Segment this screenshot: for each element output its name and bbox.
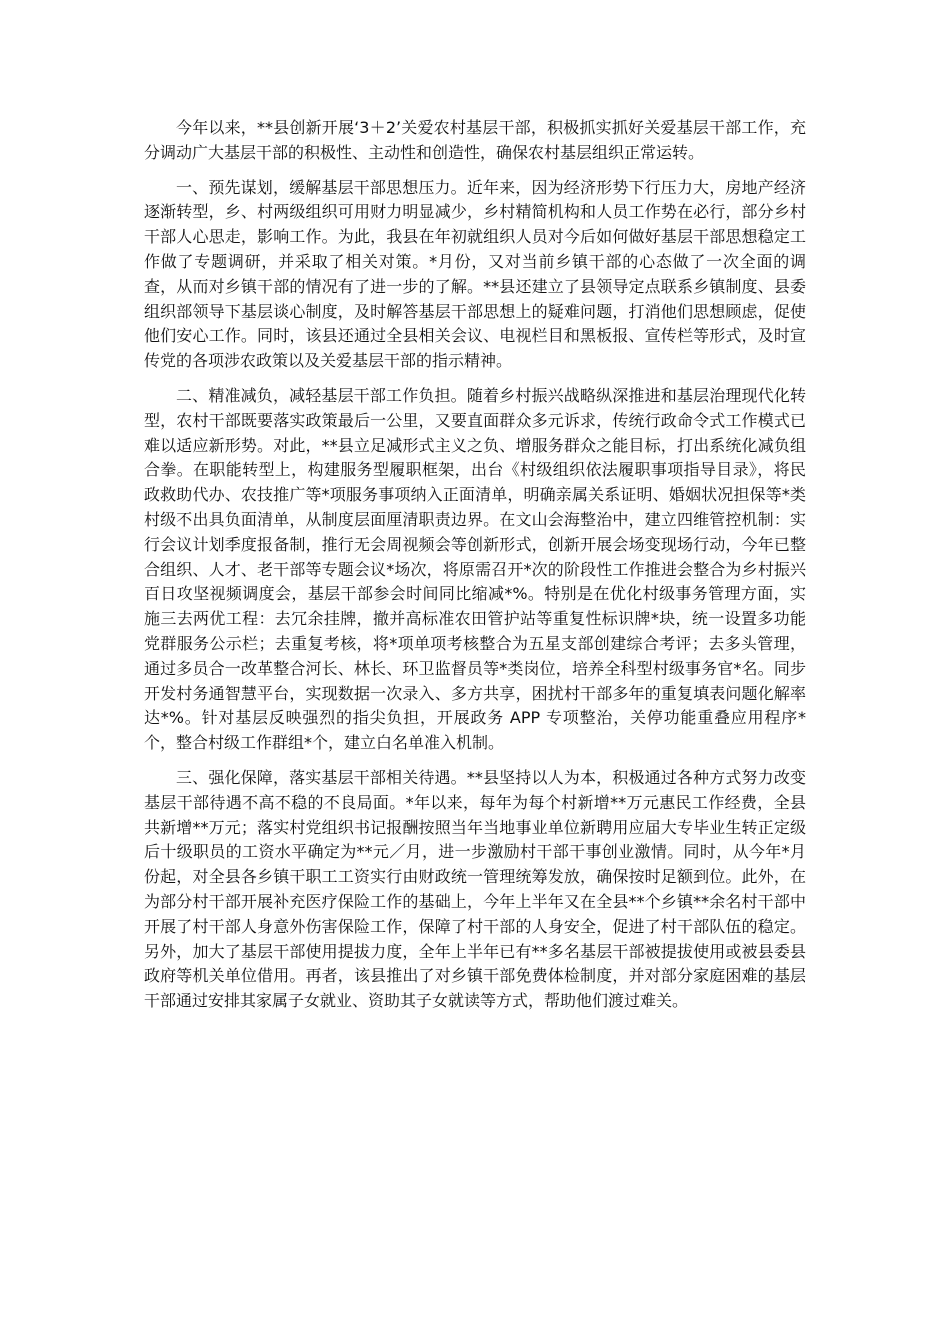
paragraph-section-three: 三、强化保障，落实基层干部相关待遇。**县坚持以人为本，积极通过各种方式努力改变基层干部待遇不高不稳的不良局面。*年以来，每年为每个村新增**万元惠民工作经费，全县共新增**万元；落实村党组织书记报酬按照当年当地事业单位新聘用应届大专毕业生转正定级后十级职员的工资水平确定为**元／月，进一步激励村干部干事创业激情。同时，从今年*月份起，对全县各乡镇干职工工资实行由财政统一管理统筹发放，确保按时足额到位。此外，在为部分村干部开展补充医疗保险工作的基础上，今年上半年又在全县**个乡镇**余名村干部中开展了村干部人身意外伤害保险工作，保障了村干部的人身安全，促进了村干部队伍的稳定。另外，加大了基层干部使用提拔力度，全年上半年已有**多名基层干部被提拔使用或被县委县政府等机关单位借用。再者，该县推出了对乡镇干部免费体检制度，并对部分家庭困难的基层干部通过安排其家属子女就业、资助其子女就读等方式，帮助他们渡过难关。 — [144, 767, 806, 1011]
paragraph-intro: 今年以来，**县创新开展‘3＋2’关爱农村基层干部，积极抓实抓好关爱基层干部工作，充分调动广大基层干部的积极性、主动性和创造性，确保农村基层组织正常运转。 — [144, 118, 806, 162]
paragraph-section-one: 一、预先谋划，缓解基层干部思想压力。近年来，因为经济形势下行压力大，房地产经济逐渐转型，乡、村两级组织可用财力明显减少，乡村精简机构和人员工作势在必行，部分乡村干部人心思走，影响工作。为此，我县在年初就组织人员对今后如何做好基层干部思想稳定工作做了专题调研，并采取了相关对策。*月份，又对当前乡镇干部的心态做了一次全面的调查，从而对乡镇干部的情况有了进一步的了解。**县还建立了县领导定点联系乡镇制度、县委组织部领导下基层谈心制度，及时解答基层干部思想上的疑难问题，打消他们思想顾虑，促使他们安心工作。同时，该县还通过全县相关会议、电视栏目和黑板报、宣传栏等形式，及时宣传党的各项涉农政策以及关爱基层干部的指示精神。 — [144, 177, 806, 371]
document-body — [144, 116, 806, 1024]
paragraph-section-two: 二、精准减负，减轻基层干部工作负担。随着乡村振兴战略纵深推进和基层治理现代化转型，农村干部既要落实政策最后一公里，又要直面群众多元诉求，传统行政命令式工作模式已难以适应新形势。对此，**县立足减形式主义之负、增服务群众之能目标，打出系统化减负组合拳。在职能转型上，构建服务型履职框架，出台《村级组织依法履职事项指导目录》，将民政救助代办、农技推广等*项服务事项纳入正面清单，明确亲属关系证明、婚姻状况担保等*类村级不出具负面清单，从制度层面厘清职责边界。在文山会海整治中，建立四维管控机制：实行会议计划季度报备制，推行无会周视频会等创新形式，创新开展会场变现场行动，今年已整合组织、人才、老干部等专题会议*场次，将原需召开*次的阶段性工作推进会整合为乡村振兴百日攻坚视频调度会，基层干部参会时间同比缩减*%。特别是在优化村级事务管理方面，实施三去两优工程：去冗余挂牌，撤并高标准农田管护站等重复性标识牌*块，统一设置多功能党群服务公示栏；去重复考核，将*项单项考核整合为五星支部创建综合考评；去多头管理，通过多员合一改革整合河长、林长、环卫监督员等*类岗位，培养全科型村级事务官*名。同步开发村务通智慧平台，实现数据一次录入、多方共享，困扰村干部多年的重复填表问题化解率达*%。针对基层反映强烈的指尖负担，开展政务 APP 专项整治，关停功能重叠应用程序*个，整合村级工作群组*个，建立白名单准入机制。 — [144, 385, 806, 753]
